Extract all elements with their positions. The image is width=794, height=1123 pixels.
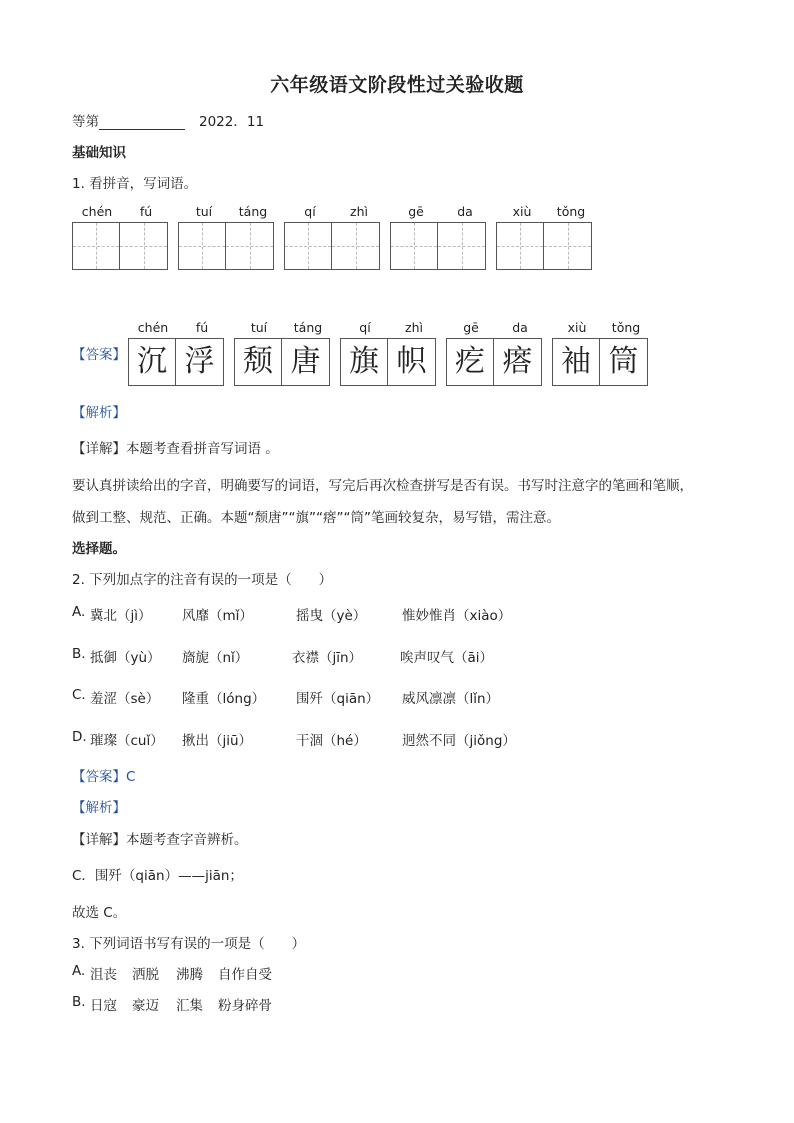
pinyin-label: zhì bbox=[350, 204, 368, 219]
writing-grid-5 bbox=[496, 222, 592, 270]
question-3-stem: 3. 下列词语书写有误的一项是（ ） bbox=[72, 936, 306, 952]
option-item: 揪出（jiū） bbox=[182, 733, 253, 749]
answer-grid-4 bbox=[446, 338, 542, 386]
pinyin-label: tǒng bbox=[611, 320, 641, 335]
q1-pinyin-row bbox=[0, 204, 794, 220]
option-item: 唉声叹气（āi） bbox=[400, 650, 494, 666]
writing-cell[interactable] bbox=[226, 222, 274, 270]
option-item: 沮丧 bbox=[90, 967, 117, 983]
pinyin-label: da bbox=[512, 320, 528, 335]
option-item: 璀璨（cuǐ） bbox=[90, 733, 164, 749]
writing-cell[interactable] bbox=[178, 222, 226, 270]
writing-grid-3 bbox=[284, 222, 380, 270]
section-heading-choice: 选择题。 bbox=[72, 541, 126, 557]
pinyin-label: chén bbox=[81, 204, 113, 219]
option-a[interactable] bbox=[72, 604, 512, 624]
option-a[interactable] bbox=[72, 963, 272, 983]
option-label: A. bbox=[72, 604, 86, 620]
option-c[interactable] bbox=[72, 687, 500, 707]
analysis-label: 【解析】 bbox=[72, 800, 126, 816]
answer-text: 【答案】C bbox=[72, 769, 136, 785]
option-item: 惟妙惟肖（xiào） bbox=[402, 608, 512, 624]
option-label: A. bbox=[72, 963, 86, 979]
analysis-label: 【解析】 bbox=[72, 405, 126, 421]
pinyin-label: chén bbox=[137, 320, 169, 335]
option-label: D. bbox=[72, 729, 87, 745]
writing-cell[interactable] bbox=[120, 222, 168, 270]
pinyin-label: qí bbox=[359, 320, 371, 335]
writing-grid-2 bbox=[178, 222, 274, 270]
answer-char: 旗 bbox=[340, 338, 388, 386]
answer-char: 颓 bbox=[234, 338, 282, 386]
pinyin-label: xiù bbox=[512, 204, 532, 219]
option-label: C. bbox=[72, 687, 86, 703]
option-item: 旖旎（nǐ） bbox=[182, 650, 249, 666]
pinyin-label: gē bbox=[463, 320, 479, 335]
grade-line bbox=[72, 110, 264, 130]
answer-pinyin-row bbox=[0, 320, 794, 336]
conclusion-text: 故选 C。 bbox=[72, 905, 127, 921]
pinyin-label: táng bbox=[238, 204, 268, 219]
answer-char: 筒 bbox=[600, 338, 648, 386]
pinyin-label: da bbox=[457, 204, 473, 219]
answer-char: 唐 bbox=[282, 338, 330, 386]
option-item: 干涸（hé） bbox=[296, 733, 367, 749]
answer-char: 浮 bbox=[176, 338, 224, 386]
option-item: 衣襟（jīn） bbox=[292, 650, 363, 666]
option-item: 威风凛凛（lǐn） bbox=[402, 691, 500, 707]
option-item: 羞涩（sè） bbox=[90, 691, 160, 707]
answer-char: 帜 bbox=[388, 338, 436, 386]
pinyin-label: táng bbox=[293, 320, 323, 335]
question-1-stem: 1. 看拼音，写词语。 bbox=[72, 176, 198, 192]
answer-grid-1 bbox=[128, 338, 224, 386]
option-item: 自作自受 bbox=[218, 967, 272, 983]
option-label: B. bbox=[72, 994, 86, 1010]
writing-grid-1 bbox=[72, 222, 168, 270]
option-item: 围歼（qiān） bbox=[296, 691, 380, 707]
option-item: 沸腾 bbox=[176, 967, 203, 983]
section-heading-basic: 基础知识 bbox=[72, 145, 126, 161]
grade-blank[interactable] bbox=[99, 115, 185, 130]
writing-cell[interactable] bbox=[390, 222, 438, 270]
exam-date: 2022．11 bbox=[199, 114, 265, 130]
option-item: 摇曳（yè） bbox=[296, 608, 367, 624]
pinyin-label: tuí bbox=[195, 204, 213, 219]
option-item: 风靡（mǐ） bbox=[182, 608, 253, 624]
grade-label: 等第 bbox=[72, 114, 99, 130]
answer-char: 袖 bbox=[552, 338, 600, 386]
pinyin-label: zhì bbox=[405, 320, 423, 335]
option-item: 隆重（lóng） bbox=[182, 691, 266, 707]
option-label: B. bbox=[72, 646, 86, 662]
pinyin-label: fú bbox=[195, 320, 209, 335]
pinyin-label: qí bbox=[304, 204, 316, 219]
explanation-line-2: 做到工整、规范、正确。本题“颓唐”“旗”“瘩”“筒”笔画较复杂，易写错，需注意。 bbox=[72, 510, 560, 526]
page-title: 六年级语文阶段性过关验收题 bbox=[270, 74, 524, 96]
detail-text: 【详解】本题考查字音辨析。 bbox=[72, 832, 248, 848]
option-item: 冀北（jì） bbox=[90, 608, 152, 624]
explanation-line-1: 要认真拼读给出的字音，明确要写的词语，写完后再次检查拼写是否有误。书写时注意字的笔画和笔顺， bbox=[72, 478, 693, 494]
pinyin-label: fú bbox=[139, 204, 153, 219]
answer-grid-5 bbox=[552, 338, 648, 386]
writing-grid-4 bbox=[390, 222, 486, 270]
writing-cell[interactable] bbox=[544, 222, 592, 270]
answer-grid-2 bbox=[234, 338, 330, 386]
pinyin-label: gē bbox=[408, 204, 424, 219]
option-b[interactable] bbox=[72, 646, 494, 666]
option-b[interactable] bbox=[72, 994, 272, 1014]
question-2-stem: 2. 下列加点字的注音有误的一项是（ ） bbox=[72, 572, 333, 588]
answer-grid-3 bbox=[340, 338, 436, 386]
option-item: 豪迈 bbox=[132, 998, 159, 1014]
note-text: C．围歼（qiān）——jiān； bbox=[72, 868, 243, 884]
option-item: 洒脱 bbox=[132, 967, 159, 983]
detail-text: 【详解】本题考查看拼音写词语 。 bbox=[72, 441, 279, 457]
option-item: 日寇 bbox=[90, 998, 117, 1014]
writing-cell[interactable] bbox=[284, 222, 332, 270]
writing-cell[interactable] bbox=[438, 222, 486, 270]
pinyin-label: tuí bbox=[250, 320, 268, 335]
answer-label: 【答案】 bbox=[72, 347, 126, 363]
option-item: 汇集 bbox=[176, 998, 203, 1014]
answer-char: 沉 bbox=[128, 338, 176, 386]
option-item: 粉身碎骨 bbox=[218, 998, 272, 1014]
option-item: 抵御（yù） bbox=[90, 650, 161, 666]
pinyin-label: xiù bbox=[567, 320, 587, 335]
pinyin-label: tǒng bbox=[556, 204, 586, 219]
option-item: 迥然不同（jiǒng） bbox=[402, 733, 516, 749]
answer-char: 疙 bbox=[446, 338, 494, 386]
writing-cell[interactable] bbox=[332, 222, 380, 270]
writing-cell[interactable] bbox=[496, 222, 544, 270]
writing-cell[interactable] bbox=[72, 222, 120, 270]
option-d[interactable] bbox=[72, 729, 516, 749]
answer-char: 瘩 bbox=[494, 338, 542, 386]
